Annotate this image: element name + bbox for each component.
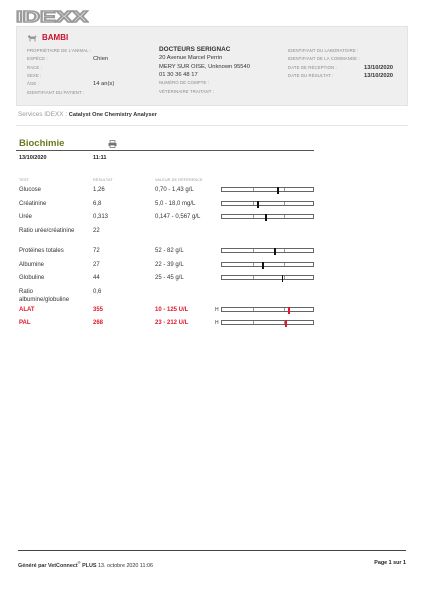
result-marker xyxy=(274,248,276,255)
reference-range: 52 - 82 g/L xyxy=(155,248,184,254)
account-label: NUMÉRO DE COMPTE : xyxy=(159,80,210,86)
range-divider-low xyxy=(253,188,254,191)
test-result: 268 xyxy=(93,320,104,326)
clinic-phone: 01 30 36 48 17 xyxy=(159,72,198,79)
range-divider-high xyxy=(284,263,285,266)
sex-label: SEXE : xyxy=(27,73,42,79)
footer-generated xyxy=(18,560,153,569)
analyser-name: Catalyst One Chemistry Analyser xyxy=(68,112,157,118)
clinic-address-1: 20 Avenue Marcel Perrin xyxy=(159,55,223,62)
patient-name: BAMBI xyxy=(42,33,69,42)
range-divider-high xyxy=(284,188,285,191)
test-result: 355 xyxy=(93,307,104,313)
species-label: ESPÈCE : xyxy=(27,56,48,62)
section-title: Biochimie xyxy=(19,138,65,149)
range-divider-high xyxy=(284,202,285,205)
test-result: 0,6 xyxy=(93,289,102,295)
patient-header xyxy=(27,33,68,42)
result-marker xyxy=(282,275,284,282)
result-marker xyxy=(285,320,287,327)
range-divider-low xyxy=(253,276,254,279)
range-bar xyxy=(221,187,314,192)
range-divider-high xyxy=(284,308,285,311)
range-divider-low xyxy=(253,215,254,218)
range-bar xyxy=(221,214,314,219)
clinic-name: DOCTEURS SERIGNAC xyxy=(159,46,231,54)
page-number: Page 1 sur 1 xyxy=(374,560,406,566)
clinic-details xyxy=(159,46,284,96)
test-name: Protéines totales xyxy=(19,248,64,254)
test-result: 22 xyxy=(93,228,100,234)
result-marker xyxy=(262,262,264,269)
reference-range: 22 - 39 g/L xyxy=(155,262,184,268)
range-bar xyxy=(221,248,314,253)
age-value: 14 an(s) xyxy=(93,81,115,88)
test-name: ALAT xyxy=(19,307,35,313)
test-result: 6,8 xyxy=(93,201,102,207)
test-name: Globuline xyxy=(19,275,45,281)
test-name: Créatinine xyxy=(19,201,47,207)
test-name: Ratio urée/créatinine xyxy=(19,228,75,234)
test-result: 44 xyxy=(93,275,100,281)
test-name: Glucose xyxy=(19,187,42,193)
age-label: ÂGE : xyxy=(27,81,39,87)
vet-label: VÉTÉRINAIRE TRAITANT : xyxy=(159,88,214,94)
high-flag: H xyxy=(215,307,219,313)
species-value: Chien xyxy=(93,56,109,63)
services-line xyxy=(18,111,157,118)
reference-range: 5,0 - 18,0 mg/L xyxy=(155,201,196,207)
range-divider-high xyxy=(284,249,285,252)
patient-details xyxy=(27,47,157,97)
generated-plus: PLUS xyxy=(82,562,97,569)
order-id-label: IDENTIFIANT DE LA COMMANDE : xyxy=(288,56,360,62)
range-divider-low xyxy=(253,263,254,266)
range-divider-low xyxy=(253,321,254,324)
received-label: DATE DE RÉCEPTION : xyxy=(288,64,337,70)
section-rule xyxy=(16,150,314,151)
column-header-test: TEST xyxy=(19,178,30,182)
test-result: 72 xyxy=(93,248,100,254)
lab-id-label: IDENTIFIANT DU LABORATOIRE : xyxy=(288,48,359,54)
range-bar xyxy=(221,262,314,267)
test-name: Albumine xyxy=(19,262,45,268)
services-prefix: Services IDEXX : xyxy=(18,111,68,118)
clinic-address-2: MERY SUR OISE, Unknown 95540 xyxy=(159,63,250,70)
reference-range: 23 - 212 U/L xyxy=(155,320,189,326)
reference-range: 25 - 45 g/L xyxy=(155,275,184,281)
generated-at: 13. octobre 2020 11:06 xyxy=(97,562,154,569)
range-divider-low xyxy=(253,249,254,252)
test-result: 1,26 xyxy=(93,187,105,193)
range-bar xyxy=(221,320,314,325)
column-header-reference: VALEUR DE RÉFÉRENCE xyxy=(155,178,203,182)
range-divider-low xyxy=(253,308,254,311)
test-name: PAL xyxy=(19,320,31,326)
range-divider-high xyxy=(284,276,285,279)
patient-info-box xyxy=(16,26,408,106)
generated-by: Généré par VetConnect xyxy=(18,562,78,569)
test-result: 0,313 xyxy=(93,214,109,220)
range-bar xyxy=(221,307,314,312)
reference-range: 0,147 - 0,567 g/L xyxy=(155,214,201,220)
section-time: 11:11 xyxy=(93,155,107,161)
test-result: 27 xyxy=(93,262,100,268)
result-marker xyxy=(257,201,259,208)
result-marker xyxy=(277,187,279,194)
result-date: 13/10/2020 xyxy=(364,73,394,80)
lab-details xyxy=(288,47,408,80)
patient-id-label: IDENTIFIANT DU PATIENT : xyxy=(27,89,85,95)
column-header-result: RÉSULTAT xyxy=(93,178,113,182)
idexx-logo xyxy=(16,9,89,23)
range-divider-low xyxy=(253,202,254,205)
footer-rule xyxy=(18,550,406,551)
owner-label: PROPRIÉTAIRE DE L'ANIMAL : xyxy=(27,48,92,54)
breed-label: RACE : xyxy=(27,64,42,70)
range-divider-high xyxy=(284,215,285,218)
reference-range: 10 - 125 U/L xyxy=(155,307,189,313)
reference-range: 0,70 - 1,43 g/L xyxy=(155,187,194,193)
divider xyxy=(16,125,408,126)
brand-text: IDEXX xyxy=(16,9,89,23)
result-marker xyxy=(265,214,267,221)
result-date-label: DATE DU RÉSULTAT : xyxy=(288,73,334,79)
test-name: Ratio albumine/globuline xyxy=(19,289,70,303)
received-date: 13/10/2020 xyxy=(364,64,394,71)
section-date: 13/10/2020 xyxy=(19,155,47,161)
dog-icon xyxy=(27,34,37,42)
registered-mark: ® xyxy=(77,560,81,565)
range-bar xyxy=(221,201,314,206)
test-name: Urée xyxy=(19,214,33,220)
printer-icon[interactable] xyxy=(108,140,117,148)
high-flag: H xyxy=(215,320,219,326)
range-bar xyxy=(221,275,314,280)
result-marker xyxy=(288,307,290,314)
